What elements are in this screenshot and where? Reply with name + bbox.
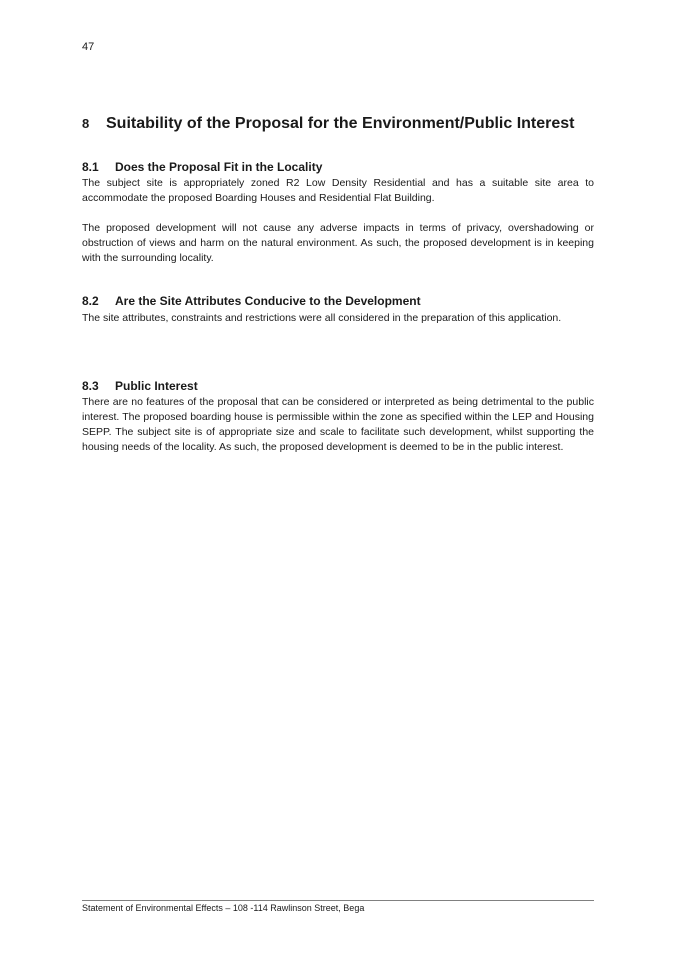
chapter-title: Suitability of the Proposal for the Environment/Public Interest xyxy=(106,115,575,132)
section-number: 8.1 xyxy=(82,160,99,174)
section-heading xyxy=(82,379,594,393)
section-heading xyxy=(82,294,594,308)
section-8-1 xyxy=(82,160,594,266)
footer-text: Statement of Environmental Effects – 108 -114 Rawlinson Street, Bega xyxy=(82,903,365,913)
paragraph: There are no features of the proposal that can be considered or interpreted as being detrimental to the public interest. The proposed boarding house is permissible within the zone as specified within the LEP and Housing SEPP. The subject site is of appropriate size and scale to facilitate such development, whilst supporting the housing needs of the locality. As such, the proposed development is deemed to be in the public interest. xyxy=(82,396,594,453)
section-title: Does the Proposal Fit in the Locality xyxy=(115,160,323,174)
chapter-heading xyxy=(82,115,594,133)
footer-divider xyxy=(82,900,594,901)
paragraph: The proposed development will not cause any adverse impacts in terms of privacy, overshadowing or obstruction of views and harm on the natural environment. As such, the proposed development is in keeping with the surrounding locality. xyxy=(82,222,594,264)
paragraph: The site attributes, constraints and restrictions were all considered in the preparation of this application. xyxy=(82,312,562,324)
section-8-3 xyxy=(82,379,594,455)
page-number: 47 xyxy=(82,41,95,53)
section-8-2 xyxy=(82,294,594,327)
section-title: Are the Site Attributes Conducive to the Development xyxy=(115,294,421,308)
chapter-number: 8 xyxy=(82,116,90,131)
section-number: 8.3 xyxy=(82,379,99,393)
section-heading xyxy=(82,160,594,174)
section-number: 8.2 xyxy=(82,294,99,308)
section-title: Public Interest xyxy=(115,379,198,393)
paragraph: The subject site is appropriately zoned R2 Low Density Residential and has a suitable site area to accommodate the proposed Boarding Houses and Residential Flat Building. xyxy=(82,177,594,204)
